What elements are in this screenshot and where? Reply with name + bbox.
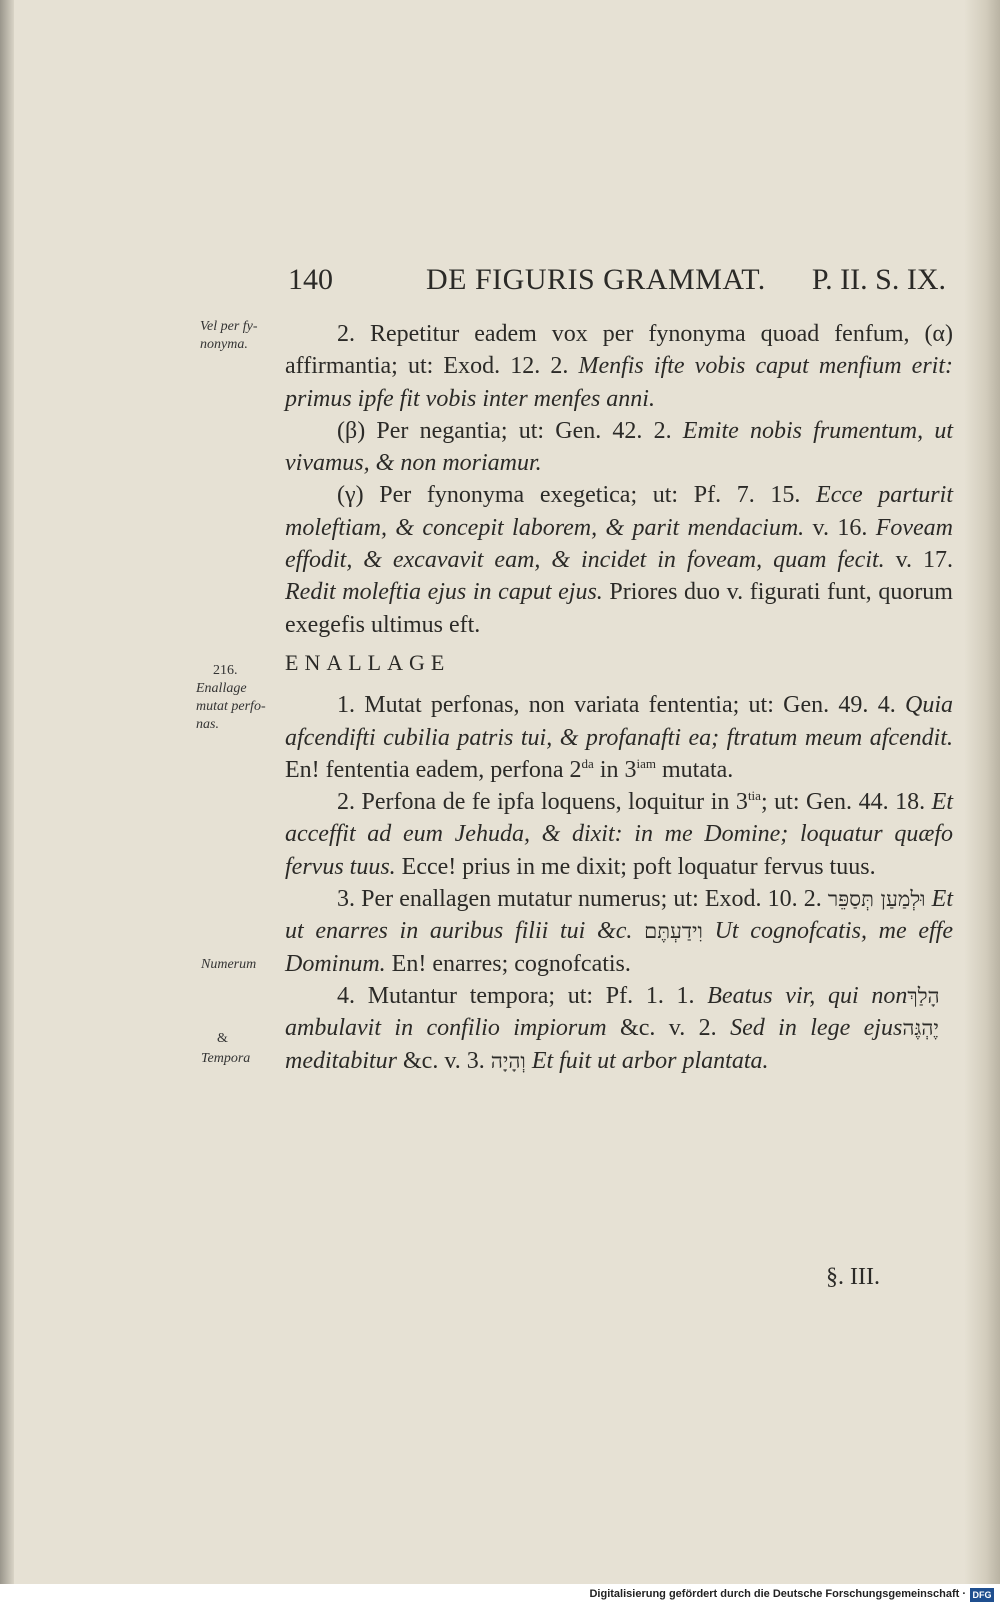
quotation: Ut cognofcatis, me effe Dominum.: [285, 918, 953, 977]
quotation: Ecce parturit moleftiam, & concepit laborem, & parit mendacium.: [285, 482, 953, 541]
text: mutata.: [655, 756, 734, 783]
margin-note-ampersand: &: [217, 1031, 228, 1046]
quotation: Et fuit ut arbor plantata.: [525, 1047, 769, 1074]
margin-note-tempora: Tempora: [201, 1051, 251, 1066]
text: 2. Repetitur eadem vox per fynonyma quoad fenfum, (α) affirmantia; ut: Exod. 12. 2.: [285, 321, 953, 380]
paragraph-personas: [285, 689, 953, 786]
text: 3. Per enallagen mutatur numerus; ut: Exod. 10. 2.: [337, 886, 828, 913]
text: &c. v. 3.: [397, 1047, 491, 1074]
superscript: tia: [747, 788, 761, 804]
digitization-credit: Digitalisierung gefördert durch die Deutsche Forschungsgemeinschaft ·: [589, 1588, 966, 1600]
text: 1. Mutat perfonas, non variata fententia; ut: Gen. 49. 4.: [337, 692, 905, 719]
paragraph-tempora: [285, 980, 953, 1077]
dfg-logo: DFG: [970, 1588, 994, 1602]
text: in 3: [593, 756, 637, 783]
paragraph-persona-tertia: [285, 786, 953, 883]
quotation: Beatus vir, qui non: [707, 982, 908, 1009]
section-heading: ENALLAGE: [285, 649, 451, 675]
text: (γ) Per fynonyma exegetica; ut: Pf. 7. 15.: [337, 482, 817, 509]
text: Ecce! prius in me dixit; poft loquatur fervus tuus.: [395, 853, 876, 880]
text: Priores duo v. figurati funt, quorum exegefis ultimus eft.: [285, 579, 953, 638]
paragraph-negantia: [285, 415, 953, 480]
quotation: Redit moleftia ejus in caput ejus.: [285, 579, 603, 606]
hebrew-text: יֶהְגֶּה: [902, 1016, 954, 1041]
body-text: [285, 318, 953, 1077]
quotation: Foveam effodit, & excavavit eam, & incidet in foveam, quam fecit.: [285, 514, 953, 574]
paragraph-exegetica: [285, 479, 953, 640]
digitization-footer: [0, 1584, 1000, 1608]
running-title: DE FIGURIS GRAMMAT.: [426, 263, 766, 296]
running-header: [286, 263, 946, 303]
superscript: da: [581, 755, 594, 771]
text: v. 17.: [884, 547, 953, 574]
margin-note-enallage: Enallage mutat perfo- nas.: [196, 681, 266, 732]
superscript: iam: [636, 755, 656, 771]
hebrew-text: וִידַעְתֶּם: [644, 919, 703, 944]
catchword: §. III.: [826, 1264, 880, 1290]
text: (β) Per negantia; ut: Gen. 42. 2.: [337, 417, 683, 444]
page-number: 140: [288, 263, 333, 296]
text: En! fententia eadem, perfona 2: [285, 756, 582, 783]
quotation: Emite nobis frumentum, ut vivamus, & non moriamur.: [285, 417, 953, 477]
quotation: Et acceffit ad eum Jehuda, & dixit: in me Domine; loquatur quæfo fervus tuus.: [285, 789, 953, 880]
text: v. 16.: [804, 514, 876, 541]
text: En! enarres; cognofcatis.: [385, 950, 631, 977]
quotation: Menfis ifte vobis caput menfium erit: primus ipfe fit vobis inter menfes anni.: [285, 353, 953, 412]
hebrew-text: הָלַךְ: [907, 983, 953, 1008]
paragraph-synonyma-affirmantia: [285, 318, 953, 415]
quotation: meditabitur: [285, 1047, 397, 1074]
margin-note-numerum: Numerum: [201, 957, 257, 972]
hebrew-text: וּלְמַעַן תְּסַפֵּר: [827, 887, 926, 912]
quotation: Sed in lege ejus: [730, 1015, 903, 1042]
text: 2. Perfona de fe ipfa loquens, loquitur in 3: [337, 789, 748, 816]
quotation: ambulavit in confilio impiorum: [285, 1015, 607, 1042]
quotation: Quia afcendifti cubilia patris tui, & profanafti ea; ftratum meum afcendit.: [285, 692, 953, 751]
paragraph-numerus: [285, 883, 953, 980]
hebrew-text: וְהָיָה: [490, 1048, 526, 1073]
margin-note-synonyma: Vel per fy- nonyma.: [200, 319, 258, 352]
margin-section-number: 216.: [213, 663, 238, 678]
text: ; ut: Gen. 44. 18.: [760, 789, 932, 816]
quotation: Et ut enarres in auribus filii tui &c.: [285, 886, 953, 945]
text: 4. Mutantur tempora; ut: Pf. 1. 1.: [337, 982, 708, 1009]
section-marker: P. II. S. IX.: [811, 263, 946, 296]
text: &c. v. 2.: [606, 1015, 731, 1042]
